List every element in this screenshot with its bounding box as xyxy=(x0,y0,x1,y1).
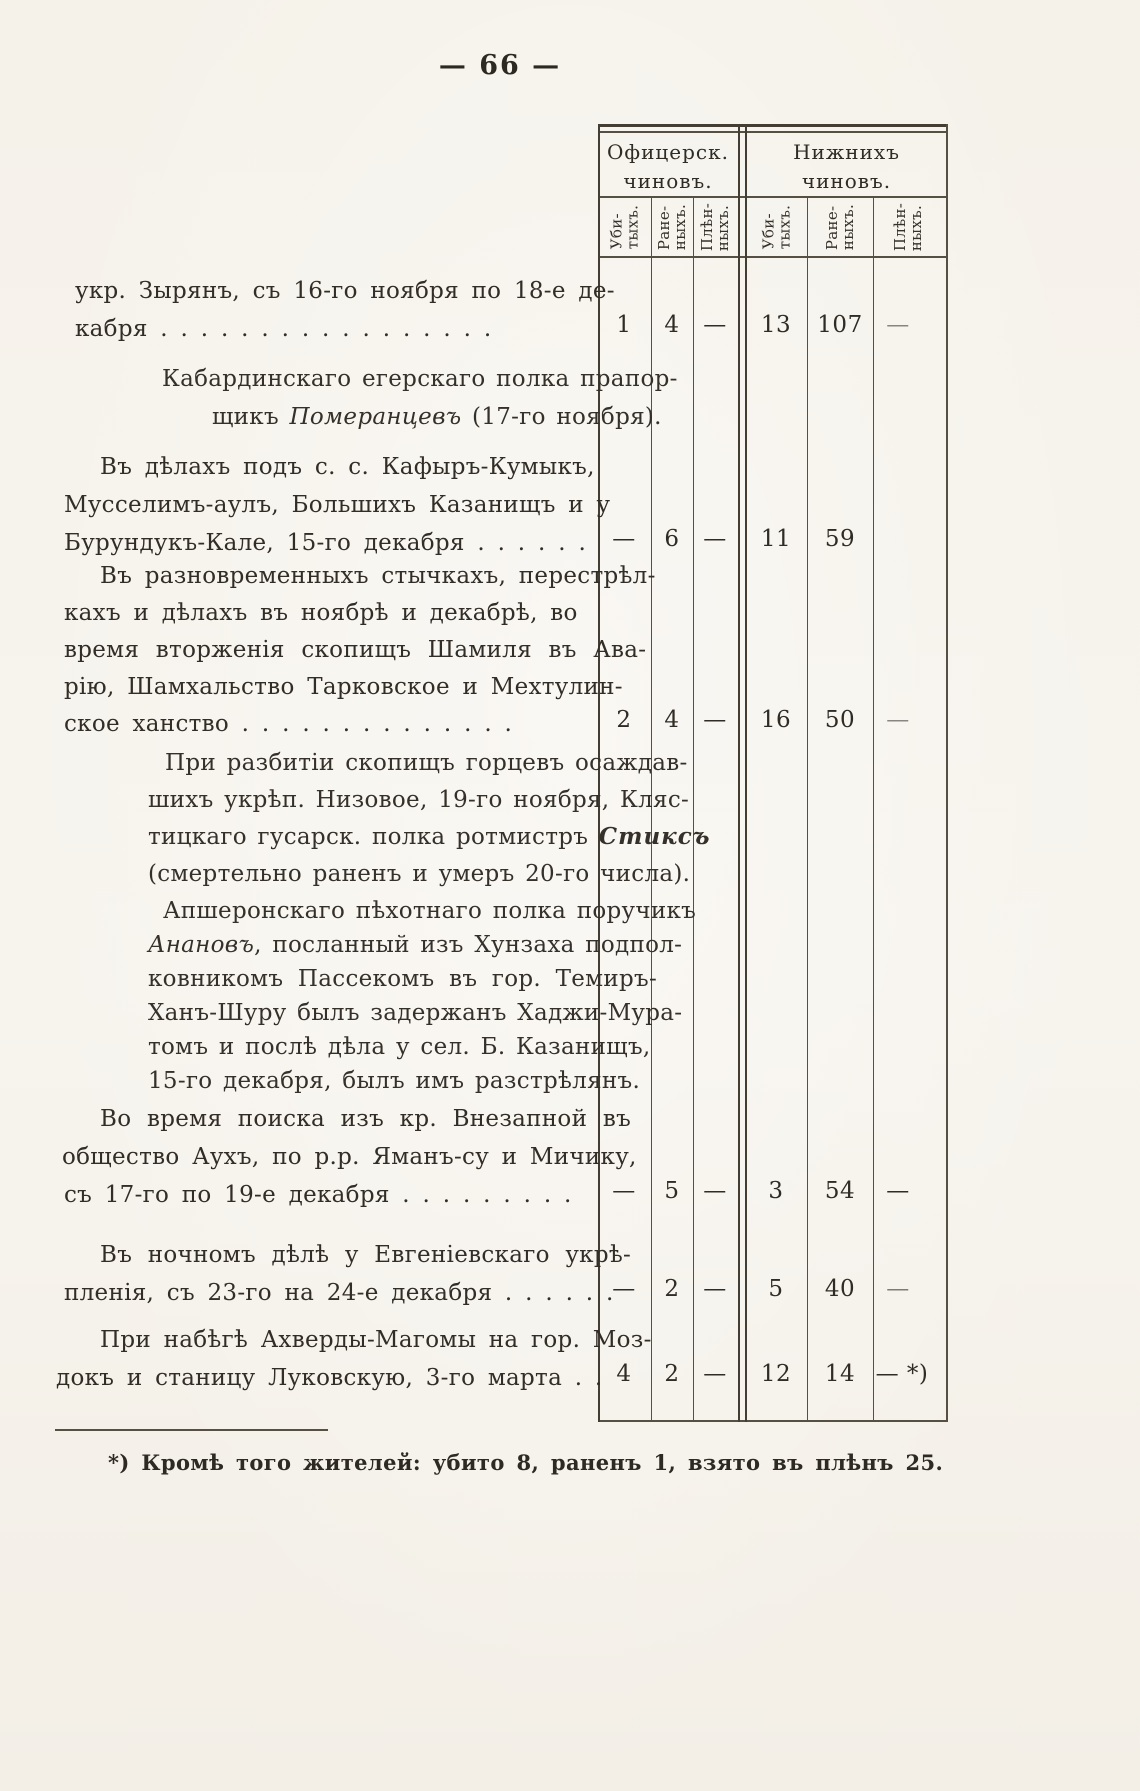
col-label-line: ныхъ. xyxy=(671,203,689,251)
col-label-line: ныхъ. xyxy=(907,204,926,252)
note-ananov-name: Анановъ xyxy=(148,932,255,958)
cell-aukh-officers-killed: — xyxy=(612,1178,636,1204)
entry-zyryan-line2: кабря . . . . . . . . . . . . . . . . . xyxy=(75,316,492,342)
col-label-line: ныхъ. xyxy=(714,204,733,252)
lower-captured-column-header xyxy=(884,198,932,256)
cell-zyryan-officers-wounded: 4 xyxy=(664,312,680,338)
cell-zyryan-lower-wounded: 107 xyxy=(817,312,863,338)
cell-aukh-lower-captured: — xyxy=(886,1178,910,1204)
entry-skirmishes-line3: время вторженія скопищъ Шамиля въ Ава- xyxy=(64,637,647,663)
col-label-line: ныхъ. xyxy=(839,203,857,251)
cell-mozdok-lower-killed: 12 xyxy=(760,1361,792,1387)
cell-kafyr-lower-killed: 11 xyxy=(760,526,792,552)
page-number: — 66 — xyxy=(438,50,562,81)
officers-captured-column-header xyxy=(691,198,739,256)
lower-ranks-group-header-line1: Нижнихъ xyxy=(793,140,900,164)
officers-group-header-line1: Офицерск. xyxy=(607,140,729,164)
footnote-text: *) Кромѣ того жителей: убито 8, раненъ 1, взято въ плѣнъ 25. xyxy=(108,1450,944,1475)
cell-mozdok-officers-killed: 4 xyxy=(616,1361,632,1387)
col-label-line: тыхъ. xyxy=(774,204,793,250)
col-label-line: Уби- xyxy=(606,213,625,250)
cell-evgenievsk-officers-captured: — xyxy=(703,1276,727,1302)
group-divider-right xyxy=(745,124,747,1422)
officers-group-header xyxy=(600,138,736,196)
note-ananov-line6: 15-го декабря, былъ имъ разстрѣлянъ. xyxy=(148,1068,641,1094)
cell-skirmishes-lower-captured: — xyxy=(886,707,910,733)
cell-aukh-lower-wounded: 54 xyxy=(824,1178,856,1204)
cell-skirmishes-officers-wounded: 4 xyxy=(664,707,680,733)
entry-skirmishes-line2: кахъ и дѣлахъ въ ноябрѣ и декабрѣ, во xyxy=(64,600,578,626)
lower-ranks-group-header xyxy=(747,138,946,196)
note-stiks-line3 xyxy=(148,822,710,856)
entry-aukh-line1: Во время поиска изъ кр. Внезапной въ xyxy=(100,1106,632,1132)
note-ananov-line5: томъ и послѣ дѣла у сел. Б. Казанищъ, xyxy=(148,1034,651,1060)
note-pomerantsev-name: Померанцевъ xyxy=(289,404,462,430)
cell-kafyr-lower-wounded: 59 xyxy=(824,526,856,552)
note-stiks-name: Стиксъ xyxy=(598,823,711,850)
col-label-line: Ране- xyxy=(823,205,841,251)
table-top-rule-outer xyxy=(598,124,948,127)
cell-zyryan-lower-killed: 13 xyxy=(760,312,792,338)
entry-skirmishes-line5: ское ханство . . . . . . . . . . . . . . xyxy=(64,711,513,737)
note-stiks-line3-pre: тицкаго гусарск. полка ротмистръ xyxy=(148,824,599,850)
cell-aukh-officers-wounded: 5 xyxy=(664,1178,680,1204)
cell-zyryan-officers-killed: 1 xyxy=(616,312,632,338)
entry-mozdok-line1: При набѣгѣ Ахверды-Магомы на гор. Моз- xyxy=(100,1327,652,1353)
entry-skirmishes-line1: Въ разновременныхъ стычкахъ, перестрѣл- xyxy=(100,563,656,589)
col-label-line: Уби- xyxy=(758,213,777,250)
entry-aukh-line2: общество Аухъ, по р.р. Яманъ-су и Мичику, xyxy=(62,1144,637,1170)
cell-skirmishes-officers-captured: — xyxy=(703,707,727,733)
cell-evgenievsk-officers-wounded: 2 xyxy=(664,1276,680,1302)
note-stiks-line1: При разбитіи скопищъ горцевъ осаждав- xyxy=(165,750,688,776)
col-label-line: Ране- xyxy=(655,205,673,251)
lower-ranks-group-header-line2: чиновъ. xyxy=(801,169,892,193)
cell-skirmishes-lower-killed: 16 xyxy=(760,707,792,733)
note-ananov-line2-post: , посланный изъ Хунзаха подпол- xyxy=(254,932,683,958)
cell-mozdok-lower-captured: — *) xyxy=(875,1361,929,1387)
entry-evgenievsk-line2: пленія, съ 23-го на 24-е декабря . . . . . . xyxy=(64,1280,614,1306)
note-stiks-line2: шихъ укрѣп. Низовое, 19-го ноября, Кляс- xyxy=(148,787,690,813)
cell-kafyr-officers-killed: — xyxy=(612,526,636,552)
table-top-rule-inner xyxy=(598,131,948,133)
cell-skirmishes-officers-killed: 2 xyxy=(616,707,632,733)
officers-group-header-line2: чиновъ. xyxy=(623,169,713,193)
cell-kafyr-officers-captured: — xyxy=(703,526,727,552)
lower-killed-column-header xyxy=(752,198,800,256)
cell-evgenievsk-lower-killed: 5 xyxy=(768,1276,784,1302)
cell-evgenievsk-lower-captured: — xyxy=(886,1276,910,1302)
footnote-separator xyxy=(55,1429,328,1431)
note-pomerantsev-line2-pre: щикъ xyxy=(212,404,290,430)
cell-zyryan-lower-captured: — xyxy=(886,312,910,338)
entry-aukh-line3: съ 17-го по 19-е декабря . . . . . . . . . xyxy=(64,1182,572,1208)
table-right-rule xyxy=(946,124,948,1422)
note-pomerantsev-line2-post: (17-го ноября). xyxy=(461,404,662,430)
col-label-line: Плѣн- xyxy=(891,202,910,252)
note-pomerantsev-line1: Кабардинскаго егерскаго полка прапор- xyxy=(162,366,678,392)
entry-kafyr-line3: Бурундукъ-Кале, 15-го декабря . . . . . . xyxy=(64,530,587,556)
col-label-line: тыхъ. xyxy=(622,204,641,250)
cell-evgenievsk-officers-killed: — xyxy=(612,1276,636,1302)
note-pomerantsev-line2 xyxy=(212,402,662,436)
entry-kafyr-line1: Въ дѣлахъ подъ с. с. Кафыръ-Кумыкъ, xyxy=(100,454,595,480)
cell-skirmishes-lower-wounded: 50 xyxy=(824,707,856,733)
cell-mozdok-lower-wounded: 14 xyxy=(824,1361,856,1387)
cell-evgenievsk-lower-wounded: 40 xyxy=(824,1276,856,1302)
entry-evgenievsk-line1: Въ ночномъ дѣлѣ у Евгеніевскаго укрѣ- xyxy=(100,1242,632,1268)
cell-mozdok-officers-captured: — xyxy=(703,1361,727,1387)
cell-aukh-officers-captured: — xyxy=(703,1178,727,1204)
cell-aukh-lower-killed: 3 xyxy=(768,1178,784,1204)
officers-wounded-column-header xyxy=(648,198,696,256)
lower-killed-wounded-divider xyxy=(807,196,808,1422)
lower-wounded-captured-divider xyxy=(873,196,874,1422)
note-ananov-line1: Апшеронскаго пѣхотнаго полка поручикъ xyxy=(163,898,697,924)
entry-mozdok-line2: докъ и станицу Луковскую, 3-го марта . . xyxy=(56,1365,603,1391)
cell-mozdok-officers-wounded: 2 xyxy=(664,1361,680,1387)
col-label-line: Плѣн- xyxy=(698,202,717,252)
note-ananov-line4: Ханъ-Шуру былъ задержанъ Хаджи-Мура- xyxy=(148,1000,683,1026)
cell-kafyr-lower-captured xyxy=(870,526,926,556)
entry-skirmishes-line4: рію, Шамхальство Тарковское и Мехтулин- xyxy=(64,674,623,700)
note-stiks-line4: (смертельно раненъ и умеръ 20-го числа). xyxy=(148,861,691,887)
entry-zyryan-line1: укр. Зырянъ, съ 16-го ноября по 18-е де- xyxy=(75,278,615,304)
cell-kafyr-officers-wounded: 6 xyxy=(664,526,680,552)
officers-killed-column-header xyxy=(600,198,648,256)
cell-zyryan-officers-captured: — xyxy=(703,312,727,338)
note-ananov-line2 xyxy=(148,930,682,964)
entry-kafyr-line2: Мусселимъ-аулъ, Большихъ Казанищъ и у xyxy=(64,492,611,518)
officers-wounded-captured-divider xyxy=(693,196,694,1422)
lower-wounded-column-header xyxy=(816,198,864,256)
note-ananov-line3: ковникомъ Пассекомъ въ гор. Темиръ- xyxy=(148,966,658,992)
